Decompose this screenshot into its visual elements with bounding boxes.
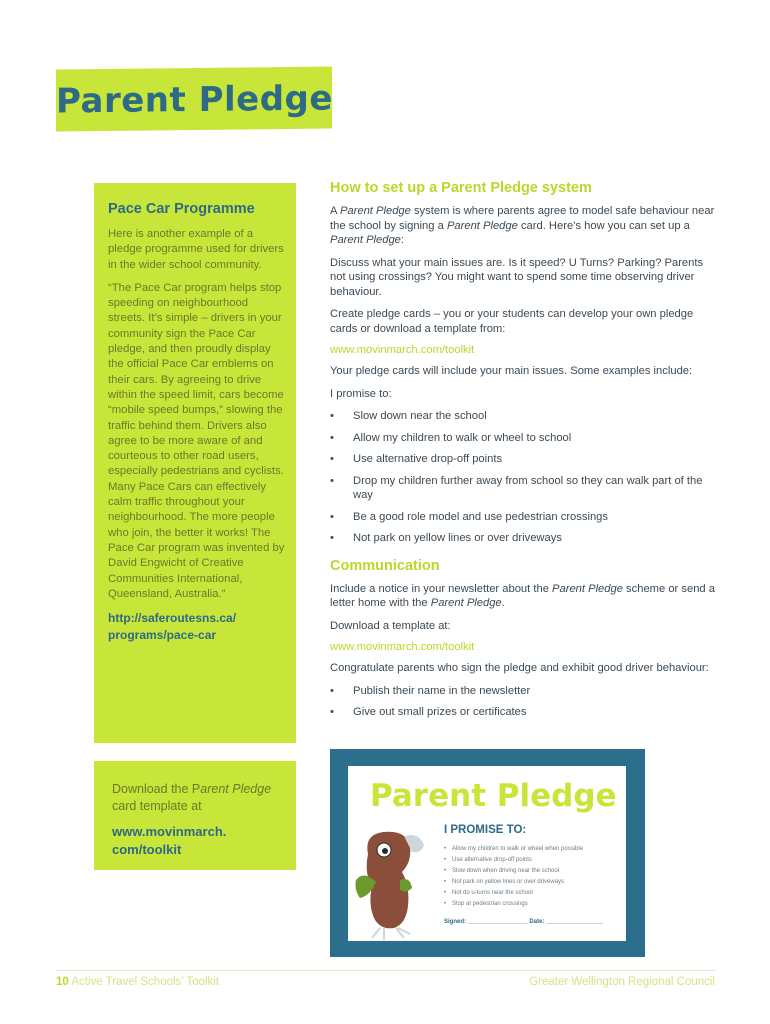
communication-paragraph-3: Congratulate parents who sign the pledge and exhibit good driver behaviour:	[330, 662, 709, 674]
communication-paragraph-2: Download a template at:	[330, 619, 451, 632]
list-item: • Use alternative drop-off points	[330, 453, 503, 465]
list-item: • Not park on yellow lines or over driveways	[330, 532, 562, 544]
list-item: • Be a good role model and use pedestrian crossings	[330, 510, 608, 523]
page-title: Parent Pledge	[56, 78, 333, 122]
list-item: • Not park on yellow lines or over driveways	[444, 877, 624, 888]
title-banner	[56, 67, 332, 132]
communication-list	[330, 684, 715, 720]
setup-paragraph-1: A Parent Pledge system is where parents agree to model safe behaviour near the school by signing a Parent Pledge card. Here’s how you can set up a Parent Pledge:	[330, 205, 715, 246]
communication-heading: Communication	[330, 557, 440, 574]
sidebar-intro: Here is another example of a pledge programme used for drivers in the wider school community.	[108, 228, 284, 271]
card-promise-heading: I PROMISE TO:	[444, 824, 527, 836]
list-item: • Give out small prizes or certificates	[330, 706, 527, 718]
promise-list	[330, 409, 715, 546]
footer-right: Greater Wellington Regional Council	[529, 976, 715, 988]
setup-toolkit-link[interactable]: www.movinmarch.com/toolkit	[330, 344, 475, 356]
download-box	[94, 761, 296, 870]
kaka-bird-illustration	[350, 824, 442, 942]
communication-toolkit-link[interactable]: www.movinmarch.com/toolkit	[330, 641, 475, 653]
card-promise-list	[444, 844, 624, 910]
setup-paragraph-4: Your pledge cards will include your main issues. Some examples include:	[330, 365, 693, 377]
sidebar-quote: “The Pace Car program helps stop speeding on neighbourhood streets. It’s simple – drivers in your community sign the Pace Car pledge, and then proudly display the official Pace Car emblems on their cars. By agreeing to drive within the speed limit, cars become “mobile speed bumps,” slowing the traffic behind them. Drivers also agree to be more aware of and courteous to other road users, especially pedestrians and cyclists. Many Pace Cars can effectively calm traffic throughout your neighbourhood. The more people who join, the better it works! The Pace Car program was invented by David Engwicht of Creative Communities International, Queensland, Australia.”	[108, 281, 285, 600]
list-item: • Stop at pedestrian crossings	[444, 899, 624, 910]
footer-left: 10 Active Travel Schools’ Toolkit	[56, 976, 220, 988]
setup-paragraph-5: I promise to:	[330, 387, 392, 400]
list-item: • Use alternative drop-off points	[444, 855, 624, 866]
list-item: • Drop my children further away from school so they can walk part of the way	[330, 474, 703, 501]
setup-paragraph-2: Discuss what your main issues are. Is it speed? U Turns? Parking? Parents not using crossings? You might want to spend some time observing driver behaviour.	[330, 256, 704, 298]
sidebar-heading: Pace Car Programme	[108, 201, 255, 217]
pledge-card-preview	[330, 749, 645, 957]
list-item: • Allow my children to walk or wheel to school	[330, 431, 572, 444]
list-item: • Slow down when driving near the school	[444, 866, 624, 877]
communication-paragraph-1: Include a notice in your newsletter about the Parent Pledge scheme or send a letter home with the Parent Pledge.	[330, 582, 715, 609]
setup-paragraph-3: Create pledge cards – you or your students can develop your own pledge cards or download a template from:	[330, 308, 694, 335]
main-column	[330, 180, 715, 728]
sidebar-link[interactable]: http://saferoutesns.ca/ programs/pace-car	[108, 611, 237, 643]
setup-heading: How to set up a Parent Pledge system	[330, 180, 592, 196]
list-item: • Publish their name in the newsletter	[330, 684, 531, 697]
sidebar-box	[94, 183, 296, 743]
list-item: • Allow my children to walk or wheel when possible	[444, 844, 624, 855]
card-signature-line: Signed: __________________ Date: _________________	[444, 919, 603, 925]
download-link[interactable]: www.movinmarch. com/toolkit	[112, 824, 227, 857]
card-title: Parent Pledge	[370, 778, 617, 814]
pledge-card	[348, 766, 626, 941]
list-item: • Not do u-turns near the school	[444, 888, 624, 899]
list-item: • Slow down near the school	[330, 410, 487, 422]
page-number: 10	[56, 976, 69, 988]
download-text: Download the Parent Pledge card template at	[112, 782, 272, 813]
footer-divider	[56, 970, 716, 971]
